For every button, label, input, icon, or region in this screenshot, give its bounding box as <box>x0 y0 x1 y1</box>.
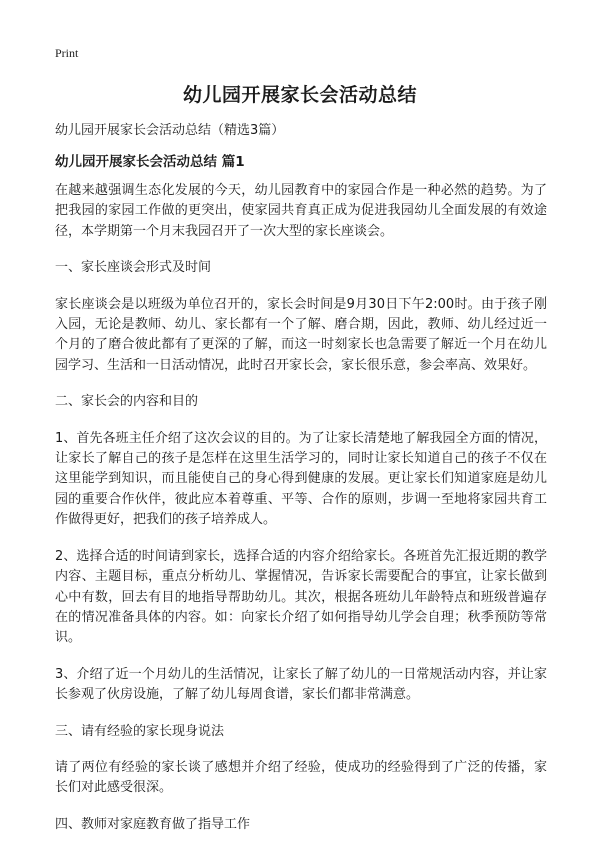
subheading-teacher-guidance: 四、教师对家庭教育做了指导工作 <box>55 816 251 832</box>
paragraph-purpose-1: 1、首先各班主任介绍了这次会议的目的。为了让家长清楚地了解我园全方面的情况，让家长了解自己的孩子是怎样在这里生活学习的，同时让家长知道自己的孩子不仅在这里能学到知识，而且能使自己的身心得到健康的发展。更让家长们知道家庭是幼儿园的重要合作伙伴，彼此应本着尊重、平等、合作的原则，步调一至地将家园共育工作做得更好，把我们的孩子培养成人。 <box>55 430 547 528</box>
page-title: 幼儿园开展家长会活动总结 <box>182 84 417 106</box>
subheading-content-purpose: 二、家长会的内容和目的 <box>55 394 199 410</box>
section-heading: 幼儿园开展家长会活动总结 篇1 <box>55 154 245 170</box>
paragraph-parent-experience: 请了两位有经验的家长谈了感想并介绍了经验，使成功的经验得到了广泛的传播，家长们对此感受很深。 <box>55 759 547 796</box>
paragraph-intro: 在越来越强调生态化发展的今天，幼儿园教育中的家园合作是一种必然的趋势。为了把我园的家园工作做的更突出，使家园共育真正成为促进我园幼儿全面发展的有效途径，本学期第一个月末我园召开了一次大型的家长座谈会。 <box>55 183 547 239</box>
paragraph-purpose-3: 3、介绍了近一个月幼儿的生活情况，让家长了解了幼儿的一日常规活动内容，并让家长参观了伙房设施，了解了幼儿每周食谱，家长们都非常满意。 <box>55 666 547 703</box>
print-label: Print <box>55 46 79 60</box>
subheading-parent-experience: 三、请有经验的家长现身说法 <box>55 723 225 739</box>
paragraph-format-time: 家长座谈会是以班级为单位召开的，家长会时间是9月30日下午2:00时。由于孩子刚入园，无论是教师、幼儿、家长都有一个了解、磨合期，因此，教师、幼儿经过近一个月的了磨合彼此都有了更深的了解，而这一时刻家长也急需要了解近一个月在幼儿园学习、生活和一日活动情况，此时召开家长会，家长很乐意，参会率高、效果好。 <box>55 296 547 373</box>
subheading-format-time: 一、家长座谈会形式及时间 <box>55 260 212 276</box>
paragraph-purpose-2: 2、选择合适的时间请到家长，选择合适的内容介绍给家长。各班首先汇报近期的教学内容、主题目标，重点分析幼儿、掌握情况，告诉家长需要配合的事宜，让家长做到心中有数，回去有目的地指导帮助幼儿。其次，根据各班幼儿年龄特点和班级普遍存在的情况准备具体的内容。如：向家长介绍了如何指导幼儿学会自理；秋季预防等常识。 <box>55 548 547 646</box>
page-subtitle: 幼儿园开展家长会活动总结（精选3篇） <box>55 123 285 138</box>
article-body <box>55 181 547 851</box>
